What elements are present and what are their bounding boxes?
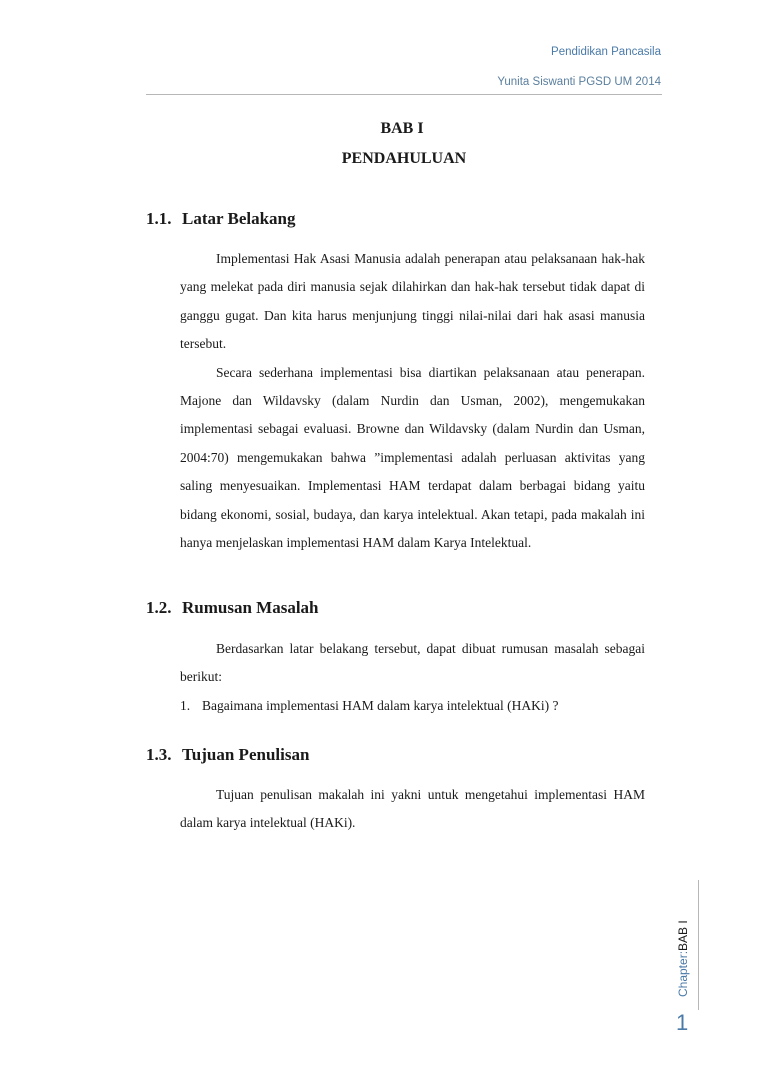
paragraph: Berdasarkan latar belakang tersebut, dapat dibuat rumusan masalah sebagai berikut: [180,641,645,685]
paragraph: Secara sederhana implementasi bisa diartikan pelaksanaan atau penerapan. Majone dan Wildavsky (dalam Nurdin dan Usman, 2002), mengemukakan implementasi sebagai evaluasi. Browne dan Wildavsky (dalam Nurdin dan Usman, 2004:70) mengemukakan bahwa ”implementasi adalah perluasan aktivitas yang saling menyesuaikan. Implementasi HAM terdapat dalam berbagai bidang yaitu bidang ekonomi, sosial, budaya, dan karya intelektual. Akan tetapi, pada makalah ini hanya menjelaskan implementasi HAM dalam Karya Intelektual. [180,364,645,551]
section-heading-rumusan-masalah [146,598,319,618]
chapter-value: BAB I [676,920,690,951]
section-number: 1.2. [146,598,172,617]
list-item [180,692,645,720]
section-number: 1.3. [146,745,172,764]
chapter-subtitle: PENDAHULUAN [341,150,467,167]
section-heading-tujuan-penulisan [146,745,309,765]
section-title: Tujuan Penulisan [182,745,310,764]
header-author: Yunita Siswanti PGSD UM 2014 [497,76,661,88]
header-course-title: Pendidikan Pancasila [551,46,661,58]
chapter-label: Chapter: [676,950,690,997]
section-title: Latar Belakang [182,209,296,228]
chapter-side-label [676,905,690,997]
section-body-rumusan-masalah [180,635,645,720]
chapter-title: BAB I [380,120,424,137]
section-title: Rumusan Masalah [182,598,319,617]
section-number: 1.1. [146,209,172,228]
list-number: 1. [180,697,191,713]
header-divider [146,94,662,95]
paragraph: Implementasi Hak Asasi Manusia adalah penerapan atau pelaksanaan hak-hak yang melekat pada diri manusia sejak dilahirkan dan hak-hak tersebut tidak dapat di ganggu gugat. Dan kita harus menjunjung tinggi nilai-nilai dari hak asasi manusia tersebut. [180,251,645,352]
paragraph: Tujuan penulisan makalah ini yakni untuk mengetahui implementasi HAM dalam karya intelektual (HAKi). [180,787,645,831]
page-number: 1 [676,1010,689,1035]
list-text: Bagaimana implementasi HAM dalam karya intelektual (HAKi) ? [202,697,559,713]
section-heading-latar-belakang [146,209,296,229]
section-body-tujuan-penulisan [180,781,645,838]
side-divider [698,880,699,1010]
section-body-latar-belakang [180,245,645,557]
